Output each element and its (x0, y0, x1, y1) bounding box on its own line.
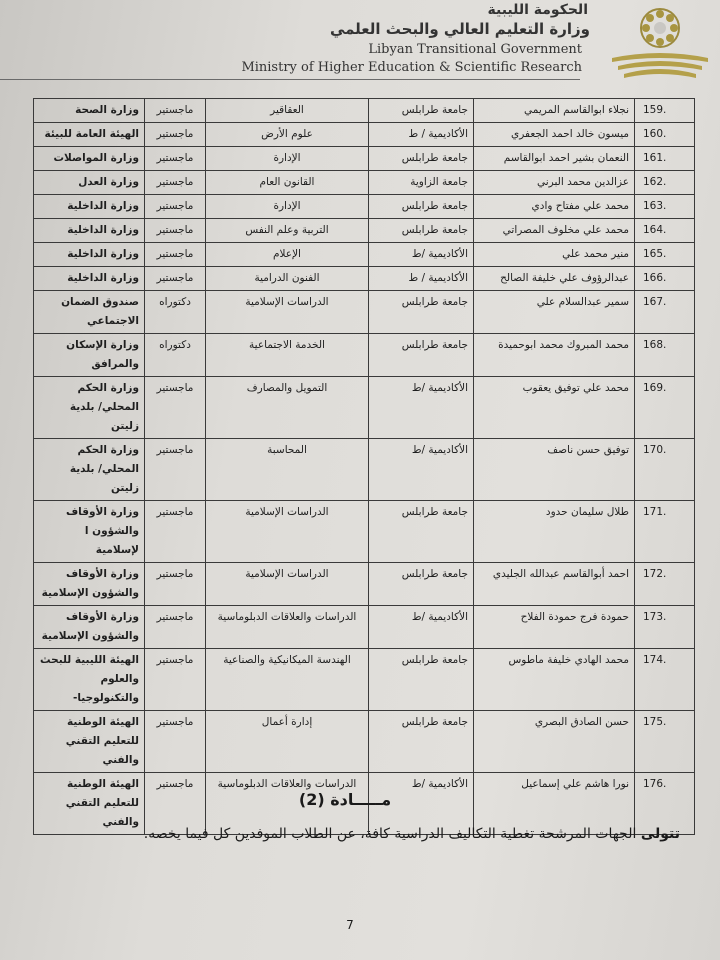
student-name-cell: محمد علي توفيق يعقوب (474, 377, 635, 439)
nominating-entity-cell: وزارة الأوقاف والشؤون ا لإسلامية (34, 501, 145, 563)
table-row (34, 99, 695, 123)
student-name-cell: نجلاء ابوالقاسم المريمي (474, 99, 635, 123)
specialization-cell: العقاقير (206, 99, 369, 123)
table-row (34, 711, 695, 773)
article-body-text: الجهات المرشحة تغطية التكاليف الدراسية كافة، عن الطلاب الموفدين كل فيما يخصه. (143, 826, 641, 842)
table-row (34, 501, 695, 563)
degree-cell: ماجستير (145, 147, 206, 171)
row-number-cell: 168. (635, 334, 695, 377)
nominating-entity-cell: وزارة الداخلية (34, 267, 145, 291)
row-number-cell: 174. (635, 649, 695, 711)
nominating-entity-cell: وزارة الداخلية (34, 195, 145, 219)
university-cell: الأكاديمية / ط (369, 267, 474, 291)
university-cell: الأكاديمية / ط (369, 123, 474, 147)
table-row (34, 334, 695, 377)
specialization-cell: الإدارة (206, 147, 369, 171)
nominating-entity-cell: وزارة الداخلية (34, 219, 145, 243)
university-cell: جامعة طرابلس (369, 99, 474, 123)
table-row (34, 267, 695, 291)
specialization-cell: الفنون الدرامية (206, 267, 369, 291)
degree-cell: ماجستير (145, 501, 206, 563)
degree-cell: ماجستير (145, 606, 206, 649)
specialization-cell: الإدارة (206, 195, 369, 219)
specialization-cell: الهندسة الميكانيكية والصناعية (206, 649, 369, 711)
table-row (34, 291, 695, 334)
table-row (34, 147, 695, 171)
university-cell: الأكاديمية /ط (369, 606, 474, 649)
article-text (40, 826, 680, 842)
ministry-emblem-icon (604, 2, 716, 92)
university-cell: الأكاديمية /ط (369, 377, 474, 439)
nominating-entity-cell: الهيئة الوطنية للتعليم التقني والفني (34, 711, 145, 773)
nominating-entity-cell: وزارة الإسكان والمرافق (34, 334, 145, 377)
nominating-entity-cell: وزارة الحكم المحلي/ بلدية زليتن (34, 377, 145, 439)
table-row (34, 243, 695, 267)
table-row (34, 219, 695, 243)
specialization-cell: الدراسات والعلاقات الدبلوماسية (206, 606, 369, 649)
student-name-cell: ميسون خالد احمد الجعفري (474, 123, 635, 147)
specialization-cell: إدارة أعمال (206, 711, 369, 773)
student-name-cell: نورا هاشم علي إسماعيل (474, 773, 635, 835)
university-cell: الأكاديمية /ط (369, 773, 474, 835)
degree-cell: ماجستير (145, 171, 206, 195)
university-cell: جامعة طرابلس (369, 219, 474, 243)
row-number-cell: 159. (635, 99, 695, 123)
article-title: مـــــادة (2) (298, 790, 392, 809)
student-name-cell: حمودة فرج حمودة الفلاح (474, 606, 635, 649)
page-number: 7 (346, 918, 354, 932)
row-number-cell: 161. (635, 147, 695, 171)
specialization-cell: القانون العام (206, 171, 369, 195)
university-cell: جامعة طرابلس (369, 649, 474, 711)
university-cell: جامعة الزاوية (369, 171, 474, 195)
university-cell: جامعة طرابلس (369, 501, 474, 563)
government-name-english: Libyan Transitional Government (368, 42, 582, 57)
article-lead-word: تتولى (640, 826, 680, 842)
table-row (34, 563, 695, 606)
nominating-entity-cell: وزارة العدل (34, 171, 145, 195)
degree-cell: ماجستير (145, 195, 206, 219)
student-name-cell: محمد علي مخلوف المصراتي (474, 219, 635, 243)
university-cell: جامعة طرابلس (369, 147, 474, 171)
specialization-cell: علوم الأرض (206, 123, 369, 147)
header-divider (0, 79, 580, 80)
university-cell: جامعة طرابلس (369, 195, 474, 219)
row-number-cell: 173. (635, 606, 695, 649)
degree-cell: ماجستير (145, 439, 206, 501)
row-number-cell: 172. (635, 563, 695, 606)
table-row (34, 377, 695, 439)
degree-cell: ماجستير (145, 377, 206, 439)
student-name-cell: عزالدين محمد البرني (474, 171, 635, 195)
student-name-cell: طلال سليمان حدود (474, 501, 635, 563)
degree-cell: دكتوراه (145, 291, 206, 334)
student-name-cell: توفيق حسن ناصف (474, 439, 635, 501)
row-number-cell: 176. (635, 773, 695, 835)
row-number-cell: 166. (635, 267, 695, 291)
table-row (34, 649, 695, 711)
degree-cell: ماجستير (145, 123, 206, 147)
table-row (34, 606, 695, 649)
ministry-name-arabic: وزارة التعليم العالي والبحث العلمي (329, 20, 590, 38)
government-name-arabic: الحكومة الليبية (487, 2, 588, 18)
university-cell: الأكاديمية /ط (369, 439, 474, 501)
row-number-cell: 175. (635, 711, 695, 773)
row-number-cell: 171. (635, 501, 695, 563)
nominating-entity-cell: وزارة الأوقاف والشؤون الإسلامية (34, 606, 145, 649)
student-name-cell: محمد المبروك محمد ابوحميدة (474, 334, 635, 377)
nominating-entity-cell: وزارة الصحة (34, 99, 145, 123)
nominating-entity-cell: الهيئة الوطنية للتعليم التقني والفني (34, 773, 145, 835)
nominating-entity-cell: الهيئة العامة للبيئة (34, 123, 145, 147)
row-number-cell: 167. (635, 291, 695, 334)
nominating-entity-cell: صندوق الضمان الاجتماعي (34, 291, 145, 334)
specialization-cell: الدراسات الإسلامية (206, 291, 369, 334)
degree-cell: ماجستير (145, 267, 206, 291)
university-cell: جامعة طرابلس (369, 291, 474, 334)
student-name-cell: عبدالرؤوف علي خليفة الصالح (474, 267, 635, 291)
specialization-cell: المحاسبة (206, 439, 369, 501)
row-number-cell: 165. (635, 243, 695, 267)
university-cell: جامعة طرابلس (369, 711, 474, 773)
nominating-entity-cell: وزارة المواصلات (34, 147, 145, 171)
university-cell: جامعة طرابلس (369, 334, 474, 377)
specialization-cell: الإعلام (206, 243, 369, 267)
nominating-entity-cell: وزارة الحكم المحلي/ بلدية زليتن (34, 439, 145, 501)
student-name-cell: منير محمد علي (474, 243, 635, 267)
degree-cell: ماجستير (145, 243, 206, 267)
degree-cell: ماجستير (145, 711, 206, 773)
candidates-table (33, 98, 671, 835)
specialization-cell: التربية وعلم النفس (206, 219, 369, 243)
specialization-cell: الخدمة الاجتماعية (206, 334, 369, 377)
university-cell: جامعة طرابلس (369, 563, 474, 606)
student-name-cell: محمد علي مفتاح وادي (474, 195, 635, 219)
nominating-entity-cell: الهيئة الليبية للبحث والعلوم والتكنولوجيا- (34, 649, 145, 711)
letterhead (0, 0, 720, 82)
student-name-cell: محمد الهادي خليفة ماطوس (474, 649, 635, 711)
row-number-cell: 162. (635, 171, 695, 195)
degree-cell: ماجستير (145, 773, 206, 835)
row-number-cell: 169. (635, 377, 695, 439)
nominating-entity-cell: وزارة الأوقاف والشؤون الإسلامية (34, 563, 145, 606)
specialization-cell: التمويل والمصارف (206, 377, 369, 439)
row-number-cell: 170. (635, 439, 695, 501)
row-number-cell: 164. (635, 219, 695, 243)
ministry-name-english: Ministry of Higher Education & Scientific Research (241, 60, 582, 75)
specialization-cell: الدراسات والعلاقات الدبلوماسية (206, 773, 369, 835)
degree-cell: ماجستير (145, 99, 206, 123)
student-name-cell: النعمان بشير احمد ابوالقاسم (474, 147, 635, 171)
student-name-cell: حسن الصادق البصري (474, 711, 635, 773)
row-number-cell: 160. (635, 123, 695, 147)
student-name-cell: سمير عبدالسلام علي (474, 291, 635, 334)
student-name-cell: احمد أبوالقاسم عبدالله الجليدي (474, 563, 635, 606)
university-cell: الأكاديمية /ط (369, 243, 474, 267)
specialization-cell: الدراسات الإسلامية (206, 501, 369, 563)
specialization-cell: الدراسات الإسلامية (206, 563, 369, 606)
table-row (34, 195, 695, 219)
row-number-cell: 163. (635, 195, 695, 219)
nominating-entity-cell: وزارة الداخلية (34, 243, 145, 267)
table-row (34, 171, 695, 195)
degree-cell: ماجستير (145, 649, 206, 711)
degree-cell: ماجستير (145, 563, 206, 606)
degree-cell: ماجستير (145, 219, 206, 243)
table-row (34, 439, 695, 501)
degree-cell: دكتوراه (145, 334, 206, 377)
table-row (34, 123, 695, 147)
